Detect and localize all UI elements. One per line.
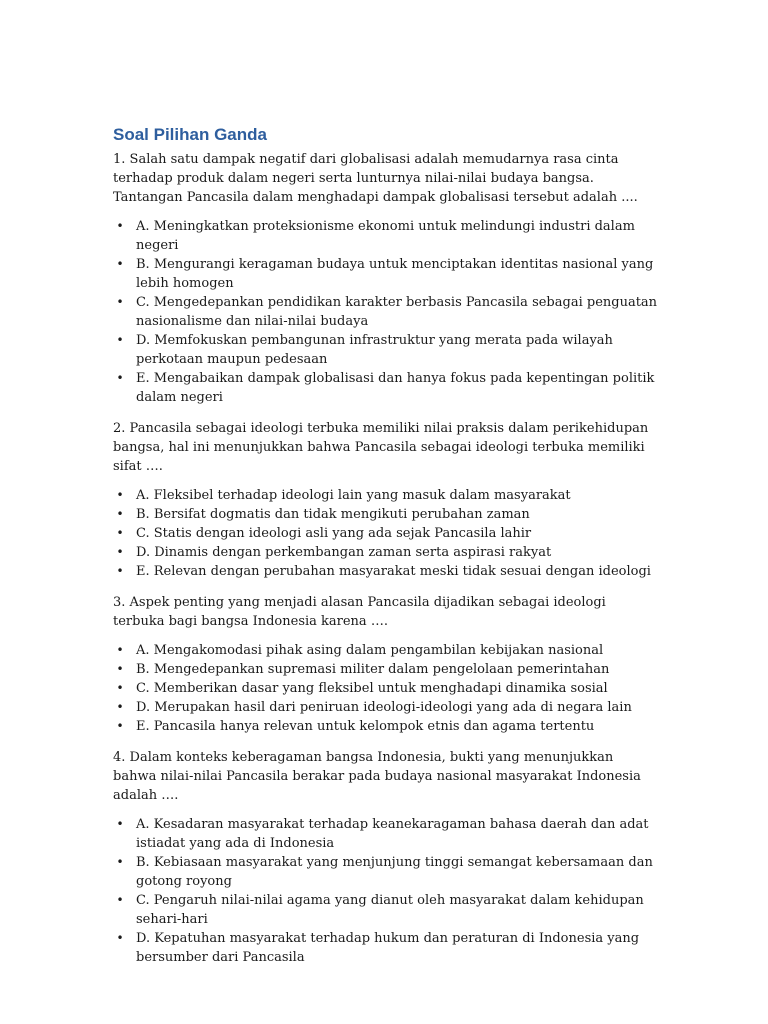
question-text: 1. Salah satu dampak negatif dari globalisasi adalah memudarnya rasa cinta terhadap produk dalam negeri serta lunturnya nilai-nilai budaya bangsa. Tantangan Pancasila dalam menghadapi dampak globalisasi tersebut adalah ....: [113, 152, 638, 205]
option-item: [113, 698, 658, 717]
option-text: D. Kepatuhan masyarakat terhadap hukum dan peraturan di Indonesia yang bersumber dari Pancasila: [136, 931, 640, 965]
bullet-icon: •: [116, 371, 124, 385]
option-item: [113, 543, 658, 562]
option-item: [113, 717, 658, 736]
option-text: E. Relevan dengan perubahan masyarakat meski tidak sesuai dengan ideologi: [136, 564, 651, 579]
option-list: [113, 217, 658, 407]
option-text: E. Mengabaikan dampak globalisasi dan hanya fokus pada kepentingan politik dalam negeri: [136, 371, 655, 405]
option-text: D. Dinamis dengan perkembangan zaman serta aspirasi rakyat: [136, 545, 552, 560]
question-block: [113, 593, 658, 736]
option-item: [113, 331, 658, 369]
bullet-icon: •: [116, 219, 124, 233]
option-item: [113, 679, 658, 698]
bullet-icon: •: [116, 526, 124, 540]
question-block: [113, 748, 658, 967]
bullet-icon: •: [116, 257, 124, 271]
option-item: [113, 255, 658, 293]
document-content: [113, 124, 658, 979]
question-text: 3. Aspek penting yang menjadi alasan Pancasila dijadikan sebagai ideologi terbuka bagi bangsa Indonesia karena ….: [113, 595, 606, 629]
bullet-icon: •: [116, 681, 124, 695]
bullet-icon: •: [116, 719, 124, 733]
option-item: [113, 660, 658, 679]
option-text: C. Memberikan dasar yang fleksibel untuk menghadapi dinamika sosial: [136, 681, 608, 696]
option-text: B. Mengedepankan supremasi militer dalam pengelolaan pemerintahan: [136, 662, 610, 677]
question-text: 2. Pancasila sebagai ideologi terbuka memiliki nilai praksis dalam perikehidupan bangsa, hal ini menunjukkan bahwa Pancasila sebagai ideologi terbuka memiliki sifat ….: [113, 421, 649, 474]
option-item: [113, 369, 658, 407]
question-block: [113, 150, 658, 407]
bullet-icon: •: [116, 817, 124, 831]
question-list: [113, 150, 658, 967]
option-item: [113, 505, 658, 524]
bullet-icon: •: [116, 643, 124, 657]
option-item: [113, 217, 658, 255]
bullet-icon: •: [116, 662, 124, 676]
bullet-icon: •: [116, 893, 124, 907]
option-item: [113, 853, 658, 891]
option-text: E. Pancasila hanya relevan untuk kelompok etnis dan agama tertentu: [136, 719, 595, 734]
bullet-icon: •: [116, 931, 124, 945]
bullet-icon: •: [116, 700, 124, 714]
option-text: C. Statis dengan ideologi asli yang ada sejak Pancasila lahir: [136, 526, 532, 541]
option-text: A. Kesadaran masyarakat terhadap keanekaragaman bahasa daerah dan adat istiadat yang ada di Indonesia: [136, 817, 649, 851]
document-heading: Soal Pilihan Ganda: [113, 125, 267, 144]
option-item: [113, 562, 658, 581]
option-text: D. Merupakan hasil dari peniruan ideologi-ideologi yang ada di negara lain: [136, 700, 632, 715]
option-text: B. Bersifat dogmatis dan tidak mengikuti perubahan zaman: [136, 507, 530, 522]
option-item: [113, 486, 658, 505]
bullet-icon: •: [116, 545, 124, 559]
option-text: A. Meningkatkan proteksionisme ekonomi untuk melindungi industri dalam negeri: [136, 219, 635, 253]
bullet-icon: •: [116, 564, 124, 578]
option-item: [113, 815, 658, 853]
bullet-icon: •: [116, 333, 124, 347]
option-list: [113, 486, 658, 581]
option-list: [113, 815, 658, 967]
option-text: B. Kebiasaan masyarakat yang menjunjung tinggi semangat kebersamaan dan gotong royong: [136, 855, 653, 889]
option-text: C. Pengaruh nilai-nilai agama yang dianut oleh masyarakat dalam kehidupan sehari-hari: [136, 893, 644, 927]
option-text: D. Memfokuskan pembangunan infrastruktur yang merata pada wilayah perkotaan maupun pedesaan: [136, 333, 613, 367]
option-item: [113, 929, 658, 967]
option-list: [113, 641, 658, 736]
bullet-icon: •: [116, 855, 124, 869]
question-text: 4. Dalam konteks keberagaman bangsa Indonesia, bukti yang menunjukkan bahwa nilai-nilai Pancasila berakar pada budaya nasional masyarakat Indonesia adalah ….: [113, 750, 641, 803]
bullet-icon: •: [116, 295, 124, 309]
option-item: [113, 641, 658, 660]
option-item: [113, 524, 658, 543]
question-block: [113, 419, 658, 581]
option-item: [113, 891, 658, 929]
option-item: [113, 293, 658, 331]
bullet-icon: •: [116, 488, 124, 502]
bullet-icon: •: [116, 507, 124, 521]
option-text: B. Mengurangi keragaman budaya untuk menciptakan identitas nasional yang lebih homogen: [136, 257, 654, 291]
option-text: C. Mengedepankan pendidikan karakter berbasis Pancasila sebagai penguatan nasionalisme dan nilai-nilai budaya: [136, 295, 658, 329]
option-text: A. Fleksibel terhadap ideologi lain yang masuk dalam masyarakat: [136, 488, 571, 503]
option-text: A. Mengakomodasi pihak asing dalam pengambilan kebijakan nasional: [136, 643, 604, 658]
